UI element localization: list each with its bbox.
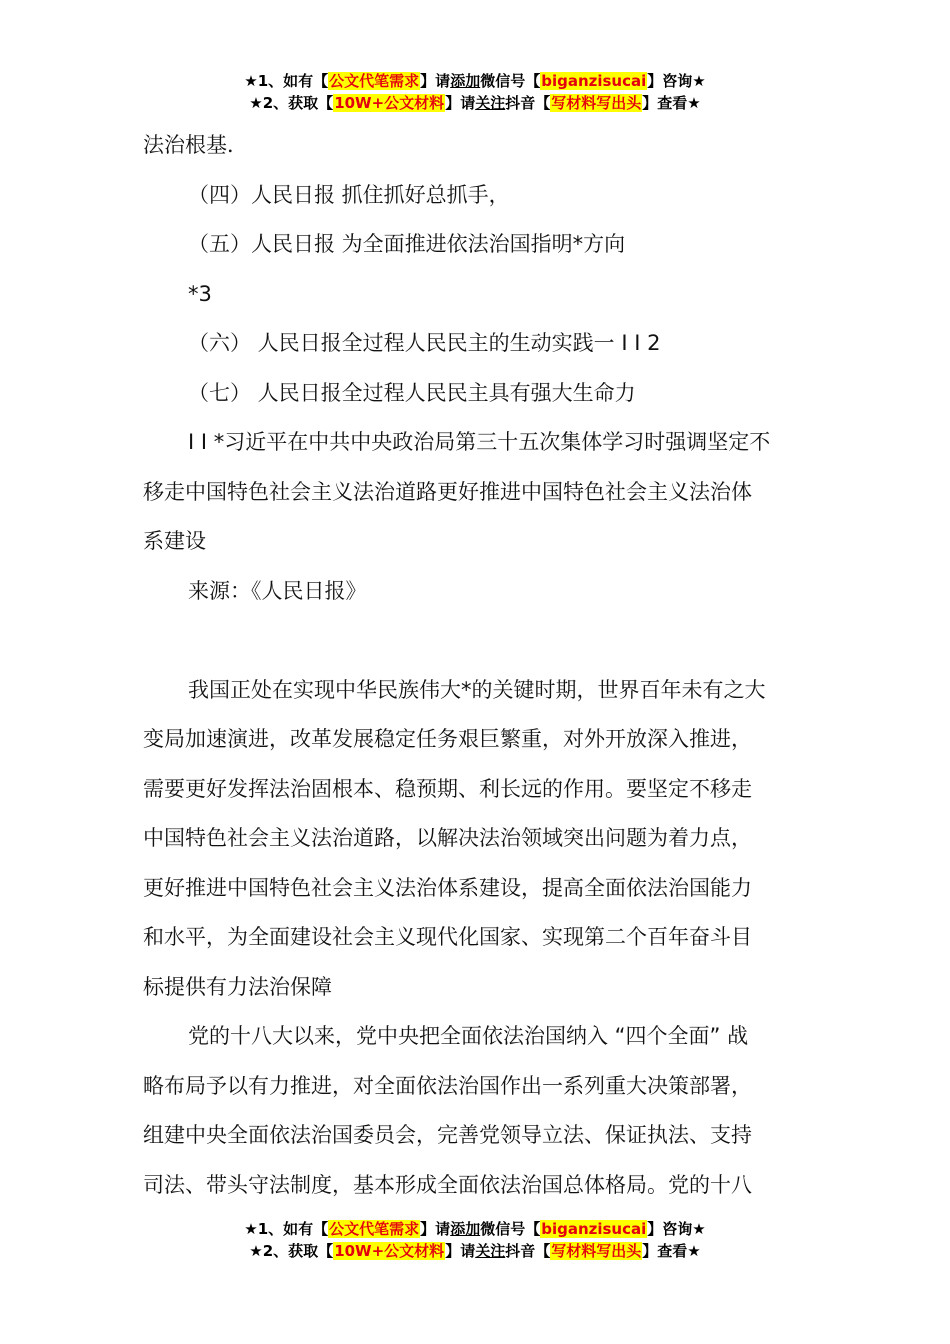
footer-banner [0,1218,950,1262]
banner-text: 】查看★ [642,94,701,112]
paragraph-line: 中国特色社会主义法治道路，以解决法治领域突出问题为着力点， [143,826,752,850]
paragraph-line: 组建中央全面依法治国委员会，完善党领导立法、保证执法、支持 [143,1123,752,1147]
blank-line [143,616,808,666]
banner-underlined: 添加 [450,1220,481,1238]
toc-item: *3 [188,281,212,306]
paragraph-line: 我国正处在实现中华民族伟大*的关键时期，世界百年未有之大 [188,677,766,702]
document-body [143,121,808,1210]
banner-highlight: 10W+公文材料 [334,94,445,112]
banner-text: 】咨询★ [647,72,706,90]
banner-highlight: 写材料写出头 [551,1242,642,1260]
source-line: 来源：《人民日报》 [188,578,367,603]
paragraph-line: 和水平，为全面建设社会主义现代化国家、实现第二个百年奋斗目 [143,925,752,949]
banner-text: ★2、获取【 [249,1242,334,1260]
toc-item: （七） 人民日报全过程人民民主具有强大生命力 [188,380,636,405]
banner-line-2 [0,92,950,114]
toc-item: （六） 人民日报全过程人民民主的生动实践一 I I 2 [188,331,661,355]
paragraph-line: 变局加速演进，改革发展稳定任务艰巨繁重，对外开放深入推进， [143,727,752,751]
banner-line-1 [0,1218,950,1240]
banner-text: 微信号【 [480,1220,541,1238]
paragraph-line: 司法、带头守法制度，基本形成全面依法治国总体格局。党的十八 [143,1172,752,1197]
banner-highlight: 公文代笔需求 [329,72,420,90]
banner-highlight: biganzisucai [541,1220,647,1238]
banner-text: 】请 [420,1220,451,1238]
banner-text: 】请 [445,94,476,112]
banner-line-1 [0,70,950,92]
banner-text: 微信号【 [480,72,541,90]
paragraph-line: 党的十八大以来，党中央把全面依法治国纳入 “四个全面” 战 [188,1024,749,1048]
banner-highlight: 写材料写出头 [551,94,642,112]
paragraph-line: 标提供有力法治保障 [143,974,332,999]
article-title: I I *习近平在中共中央政治局第三十五次集体学习时强调坚定不 [188,430,771,454]
banner-line-2 [0,1240,950,1262]
banner-underlined: 添加 [450,72,481,90]
banner-text: 抖音【 [505,1242,551,1260]
paragraph-line: 需要更好发挥法治固根本、稳预期、利长远的作用。要坚定不移走 [143,776,752,801]
banner-underlined: 关注 [475,1242,506,1260]
body-line: 法治根基． [143,133,248,157]
toc-item: （五）人民日报 为全面推进依法治国指明*方向 [188,232,626,256]
header-banner [0,70,950,114]
banner-text: ★1、如有【 [244,72,329,90]
banner-text: ★2、获取【 [249,94,334,112]
banner-highlight: biganzisucai [541,72,647,90]
article-title: 系建设 [143,529,206,553]
banner-text: 抖音【 [505,94,551,112]
paragraph-line: 略布局予以有力推进，对全面依法治国作出一系列重大决策部署， [143,1073,752,1098]
banner-highlight: 10W+公文材料 [334,1242,445,1260]
banner-text: 】咨询★ [647,1220,706,1238]
banner-highlight: 公文代笔需求 [329,1220,420,1238]
article-title: 移走中国特色社会主义法治道路更好推进中国特色社会主义法治体 [143,479,752,504]
toc-item: （四）人民日报 抓住抓好总抓手， [188,182,510,207]
banner-text: ★1、如有【 [244,1220,329,1238]
banner-text: 】查看★ [642,1242,701,1260]
banner-text: 】请 [420,72,451,90]
banner-underlined: 关注 [475,94,506,112]
banner-text: 】请 [445,1242,476,1260]
paragraph-line: 更好推进中国特色社会主义法治体系建设，提高全面依法治国能力 [143,875,752,900]
